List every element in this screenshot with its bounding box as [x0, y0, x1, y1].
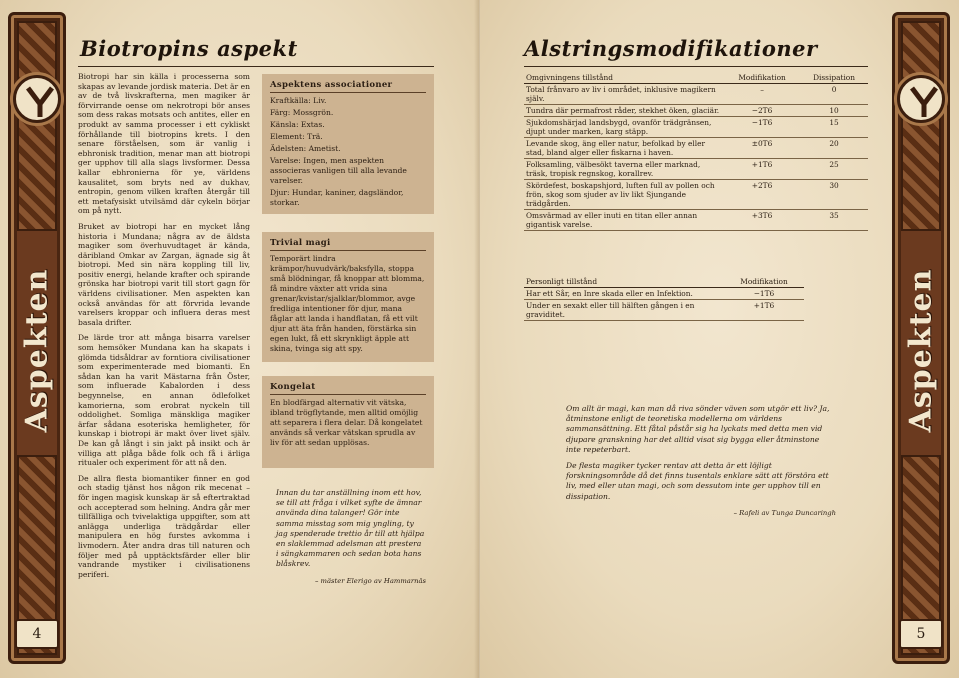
dissipation-cell: 15: [800, 117, 868, 138]
biotropy-rune-icon: [13, 75, 61, 123]
dissipation-cell: 35: [800, 210, 868, 231]
trivial-magic-title: Trivial magi: [270, 238, 426, 251]
table-row: [524, 180, 868, 210]
association-line: Varelse: Ingen, men aspekten associeras vanligen till alla levande varelser.: [270, 156, 407, 185]
page-number: 4: [15, 619, 59, 649]
association-line: Ädelsten: Ametist.: [270, 144, 341, 153]
quote-attribution: – Rafeli av Tunga Duncaringh: [733, 508, 836, 517]
knotwork-ornament: [901, 21, 941, 231]
table-row: [524, 105, 868, 117]
quote-block: [566, 404, 836, 518]
modification-cell: +2T6: [724, 180, 800, 210]
association-line: Färg: Mossgrön.: [270, 108, 334, 117]
condition-cell: Har ett Sår, en Inre skada eller en Infektion.: [524, 288, 724, 300]
modification-cell: +1T6: [724, 300, 804, 321]
page-title: Biotropins aspekt: [80, 36, 298, 61]
associations-box: [262, 74, 434, 214]
modification-cell: +1T6: [724, 159, 800, 180]
association-line: Djur: Hundar, kaniner, dagsländor, storkar.: [270, 188, 404, 207]
dissipation-cell: 30: [800, 180, 868, 210]
body-paragraph: Bruket av biotropi har en mycket lång historia i Mundana; några av de äldsta magiker som överhuvudtaget är kända, däribland Omkar av Zargan, ägnade sig åt biotropi. Med sin nära koppling till liv, positiv energi, helande krafter och spirande grönska har biotropi varit till stort gagn för världens civilisationer. Men aspekten kan också användas för att förvrida levande varelsers kroppar och influera deras mest basala drifter.: [78, 221, 250, 327]
side-label: Aspekten: [19, 268, 55, 432]
association-line: Kraftkälla: Liv.: [270, 96, 327, 105]
table-row: [524, 288, 804, 300]
kongelat-box: [262, 376, 434, 468]
kongelat-text: En blodfärgad alternativ vit vätska, ibland trögflytande, men alltid omöjlig att separera i flera delar. Då kongelatet används så verkar vätskan sprudla av liv för att sedan upplösas.: [270, 398, 423, 447]
trivial-magic-text: Temporärt lindra krämpor/huvudvärk/baksfylla, stoppa små blödningar, få knoppar att blomma, få mindre växter att vrida sina grenar/kvistar/sjalklar/blommor, avge fredliga intentioner för djur, mana fåglar att landa i handflatan, få ett vilt djur att äta från handen, förstärka sin egen lukt, få ett skrynkligt äpple att skina, tvinga sig att spy.: [270, 254, 425, 353]
personal-modifiers-table: [524, 276, 804, 321]
table-row: [524, 84, 868, 105]
modification-cell: −1T6: [724, 117, 800, 138]
knotwork-ornament: [17, 21, 57, 231]
page-number: 5: [899, 619, 943, 649]
condition-cell: Skördefest, boskapshjord, luften full av pollen och frön, skog som sjuder av liv likt Sjungande trädgården.: [524, 180, 724, 210]
association-line: Element: Trä.: [270, 132, 323, 141]
dissipation-cell: 0: [800, 84, 868, 105]
condition-cell: Folksamling, välbesökt taverna eller marknad, träsk, tropisk regnskog, korallrev.: [524, 159, 724, 180]
right-page: [480, 0, 959, 678]
table-row: [524, 300, 804, 321]
modification-cell: −1T6: [724, 288, 804, 300]
table-row: [524, 117, 868, 138]
condition-cell: Total frånvaro av liv i området, inklusive magikern själv.: [524, 84, 724, 105]
condition-cell: Levande skog, äng eller natur, befolkad by eller stad, bland alger eller fiskarna i haven.: [524, 138, 724, 159]
modification-cell: –: [724, 84, 800, 105]
table-row: [524, 210, 868, 231]
biotropy-rune-icon: [897, 75, 945, 123]
left-page: [0, 0, 479, 678]
dissipation-cell: 10: [800, 105, 868, 117]
quote-paragraph: De flesta magiker tycker rentav att detta är ett löjligt forskningsområde då det finns tusentals enklare sätt att förstöra ett liv, med eller utan magi, och som dessutom inte ger upphov till en dissipation.: [566, 461, 829, 501]
associations-title: Aspektens associationer: [270, 80, 426, 93]
association-line: Känsla: Extas.: [270, 120, 325, 129]
environment-modifiers-table: [524, 72, 868, 231]
body-paragraph: De allra flesta biomantiker finner en god och stadig tjänst hos någon rik mecenat – för ingen magisk kunskap är så eftertraktad och accepterad som helning. Andra går mer tillfälliga och tvivelaktiga uppgifter, som att anlägga underliga trädgårdar eller manipulera en hög furstes avkomma i livmodern. Åter andra dras till naturen och följer med på upptäcktsfärder eller blir vandrande mystiker i civilisationens periferi.: [78, 473, 250, 579]
condition-cell: Sjukdomshärjad landsbygd, ovanför trädgränsen, djupt under marken, karg stäpp.: [524, 117, 724, 138]
condition-cell: Under en sexakt eller till hälften gången i en graviditet.: [524, 300, 724, 321]
right-side-ribbon: [892, 12, 950, 664]
body-paragraph: De lärde tror att många bisarra varelser som hemsöker Mundana kan ha skapats i glömda tidsåldrar av forntiora civilisationer som experimenterade med biomanti. En sådan kan ha varit Mästarna från Öster, som influerade Kabalorden i dess begynnelse, en annan ödlefolket kamorierna, som erobrat nyckeln till oddolighet. Somliga mänskliga magiker ärfar sådana esoteriska hemligheter, för kunskap i biotropi är makt över livet själv. De kan gå långt i sin jakt på insikt och är villiga att plåga både folk och få i ärliga ritualer och experiment för att nå den.: [78, 333, 250, 468]
kongelat-title: Kongelat: [270, 382, 426, 395]
title-rule: [524, 66, 868, 67]
table-row: [524, 159, 868, 180]
dissipation-cell: 20: [800, 138, 868, 159]
modification-cell: −2T6: [724, 105, 800, 117]
column-header: Omgivningens tillstånd: [524, 72, 724, 84]
quote-paragraph: Om allt är magi, kan man då riva sönder väven som utgör ett liv? Ja, åtminstone enligt de teoretiska modellerna om världens sammansättning. Ett fåtal påstår sig ha lyckats med detta men vid djupare granskning har det alltid visat sig bygga eller åtminstone inte repeterbart.: [566, 404, 830, 454]
condition-cell: Omsvärmad av eller inuti en titan eller annan gigantisk varelse.: [524, 210, 724, 231]
trivial-magic-box: [262, 232, 434, 362]
quote-text: Innan du tar anställning inom ett hov, se till att fråga i vilket syfte de ämnar använda dina talanger! Gör inte samma misstag som mig yngling, ty jag spenderade trettio år till att hjälpa en slaklemmad adelsman att prestera i sängkammaren och sedan bota hans blåskrev.: [276, 488, 425, 569]
condition-cell: Tundra där permafrost råder, stekhet öken, glaciär.: [524, 105, 724, 117]
title-rule: [78, 66, 434, 67]
quote-block: [276, 488, 426, 586]
dissipation-cell: 25: [800, 159, 868, 180]
modification-cell: ±0T6: [724, 138, 800, 159]
page-title: Alstringsmodifikationer: [524, 36, 818, 61]
column-header: Personligt tillstånd: [524, 276, 724, 288]
column-header: Dissipation: [800, 72, 868, 84]
quote-attribution: – mäster Elerigo av Hammarnäs: [314, 576, 426, 585]
body-paragraph: Biotropi har sin källa i processerna som skapas av levande jordisk materia. Det är en av de två livskrafterna, men magiker är förvirrande oense om nekrotropi bör anses som dess rakas motsats och antites, eller en produkt av samma processer i ett cykliskt förhållande till biotropins krets. I den senare förståelsen, som är vanlig i ebhronisk tradition, menar man att biotropi ger upphov till alla slags livsformer. Dessa kallar ebhronierna för ye, världens kausalitet, som bryts ned av dukhav, entropin, genom vilken kraften återgår till ett metafysiskt utvilsämd där cykeln börjar om på nytt.: [78, 72, 250, 216]
table-row: [524, 138, 868, 159]
side-label: Aspekten: [903, 268, 939, 432]
column-header: Modifikation: [724, 276, 804, 288]
modification-cell: +3T6: [724, 210, 800, 231]
body-column: [78, 72, 250, 585]
left-side-ribbon: [8, 12, 66, 664]
column-header: Modifikation: [724, 72, 800, 84]
